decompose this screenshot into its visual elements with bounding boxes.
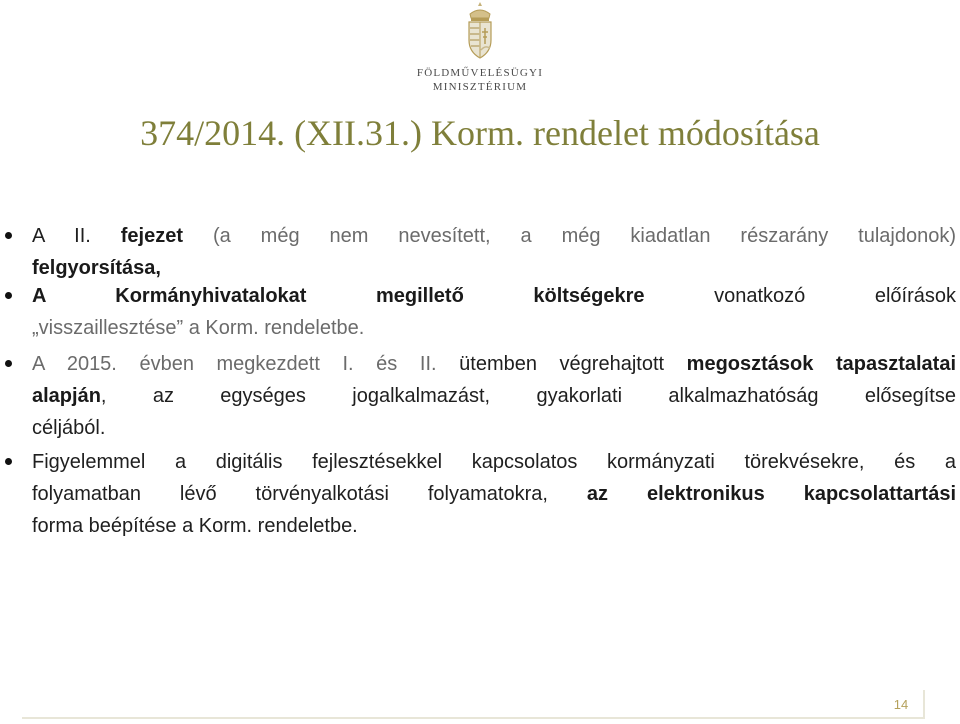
ministry-name-line1: FÖLDMŰVELÉSÜGYI: [416, 67, 544, 79]
footer-divider-vertical: [923, 690, 925, 719]
text-segment: felgyorsítása,: [32, 257, 161, 279]
bullet-text-line: [32, 448, 956, 476]
bullet-dot: [5, 458, 12, 465]
text-segment: Figyelemmel a digitális fejlesztésekkel kapcsolatos kormányzati törekvésekre, és a: [32, 451, 956, 473]
text-segment: A Kormányhivatalokat megillető költségekre: [32, 285, 645, 307]
text-segment: megosztások tapasztalatai: [686, 353, 956, 375]
page-title: 374/2014. (XII.31.) Korm. rendelet módosítása: [140, 113, 820, 153]
page-number: 14: [893, 697, 909, 712]
ministry-logo: [0, 0, 960, 100]
text-segment: céljából.: [32, 417, 106, 439]
text-segment: forma beépítése a Korm. rendeletbe.: [32, 515, 358, 537]
text-segment: A 2015. évben megkezdett I. és II.: [32, 353, 437, 375]
text-segment: vonatkozó előírások: [644, 285, 957, 307]
footer-divider: [22, 717, 924, 719]
bullet-dot: [5, 360, 12, 367]
bullet-text-line: [32, 282, 956, 310]
bullet-dot: [5, 292, 12, 299]
bullet-text-line: [32, 382, 956, 410]
text-segment: folyamatban lévő törvényalkotási folyamatokra,: [32, 483, 587, 505]
bullet-dot: [5, 232, 12, 239]
text-segment: ütemben végrehajtott: [436, 353, 687, 375]
bullet-text-line: [32, 222, 956, 250]
ministry-name-line2: MINISZTÉRIUM: [432, 81, 528, 93]
bullet-text-line: [32, 480, 956, 508]
text-segment: A II.: [32, 225, 121, 247]
text-segment: fejezet: [120, 225, 184, 247]
text-segment: (a még nem nevesített, a még kiadatlan részarány tulajdonok): [183, 225, 956, 247]
bullet-text-line: [32, 314, 956, 342]
bullet-text-line: [32, 254, 956, 282]
text-segment: alapján: [32, 385, 101, 407]
bullet-text-line: [32, 350, 956, 378]
text-segment: az elektronikus kapcsolattartási: [586, 483, 956, 505]
text-segment: „visszaillesztése” a Korm. rendeletbe.: [32, 317, 365, 339]
bullet-text-line: [32, 512, 956, 540]
text-segment: , az egységes jogalkalmazást, gyakorlati alkalmazhatóság elősegítse: [100, 385, 956, 407]
hungarian-coat-of-arms-icon: [460, 0, 500, 64]
bullet-text-line: [32, 414, 956, 442]
